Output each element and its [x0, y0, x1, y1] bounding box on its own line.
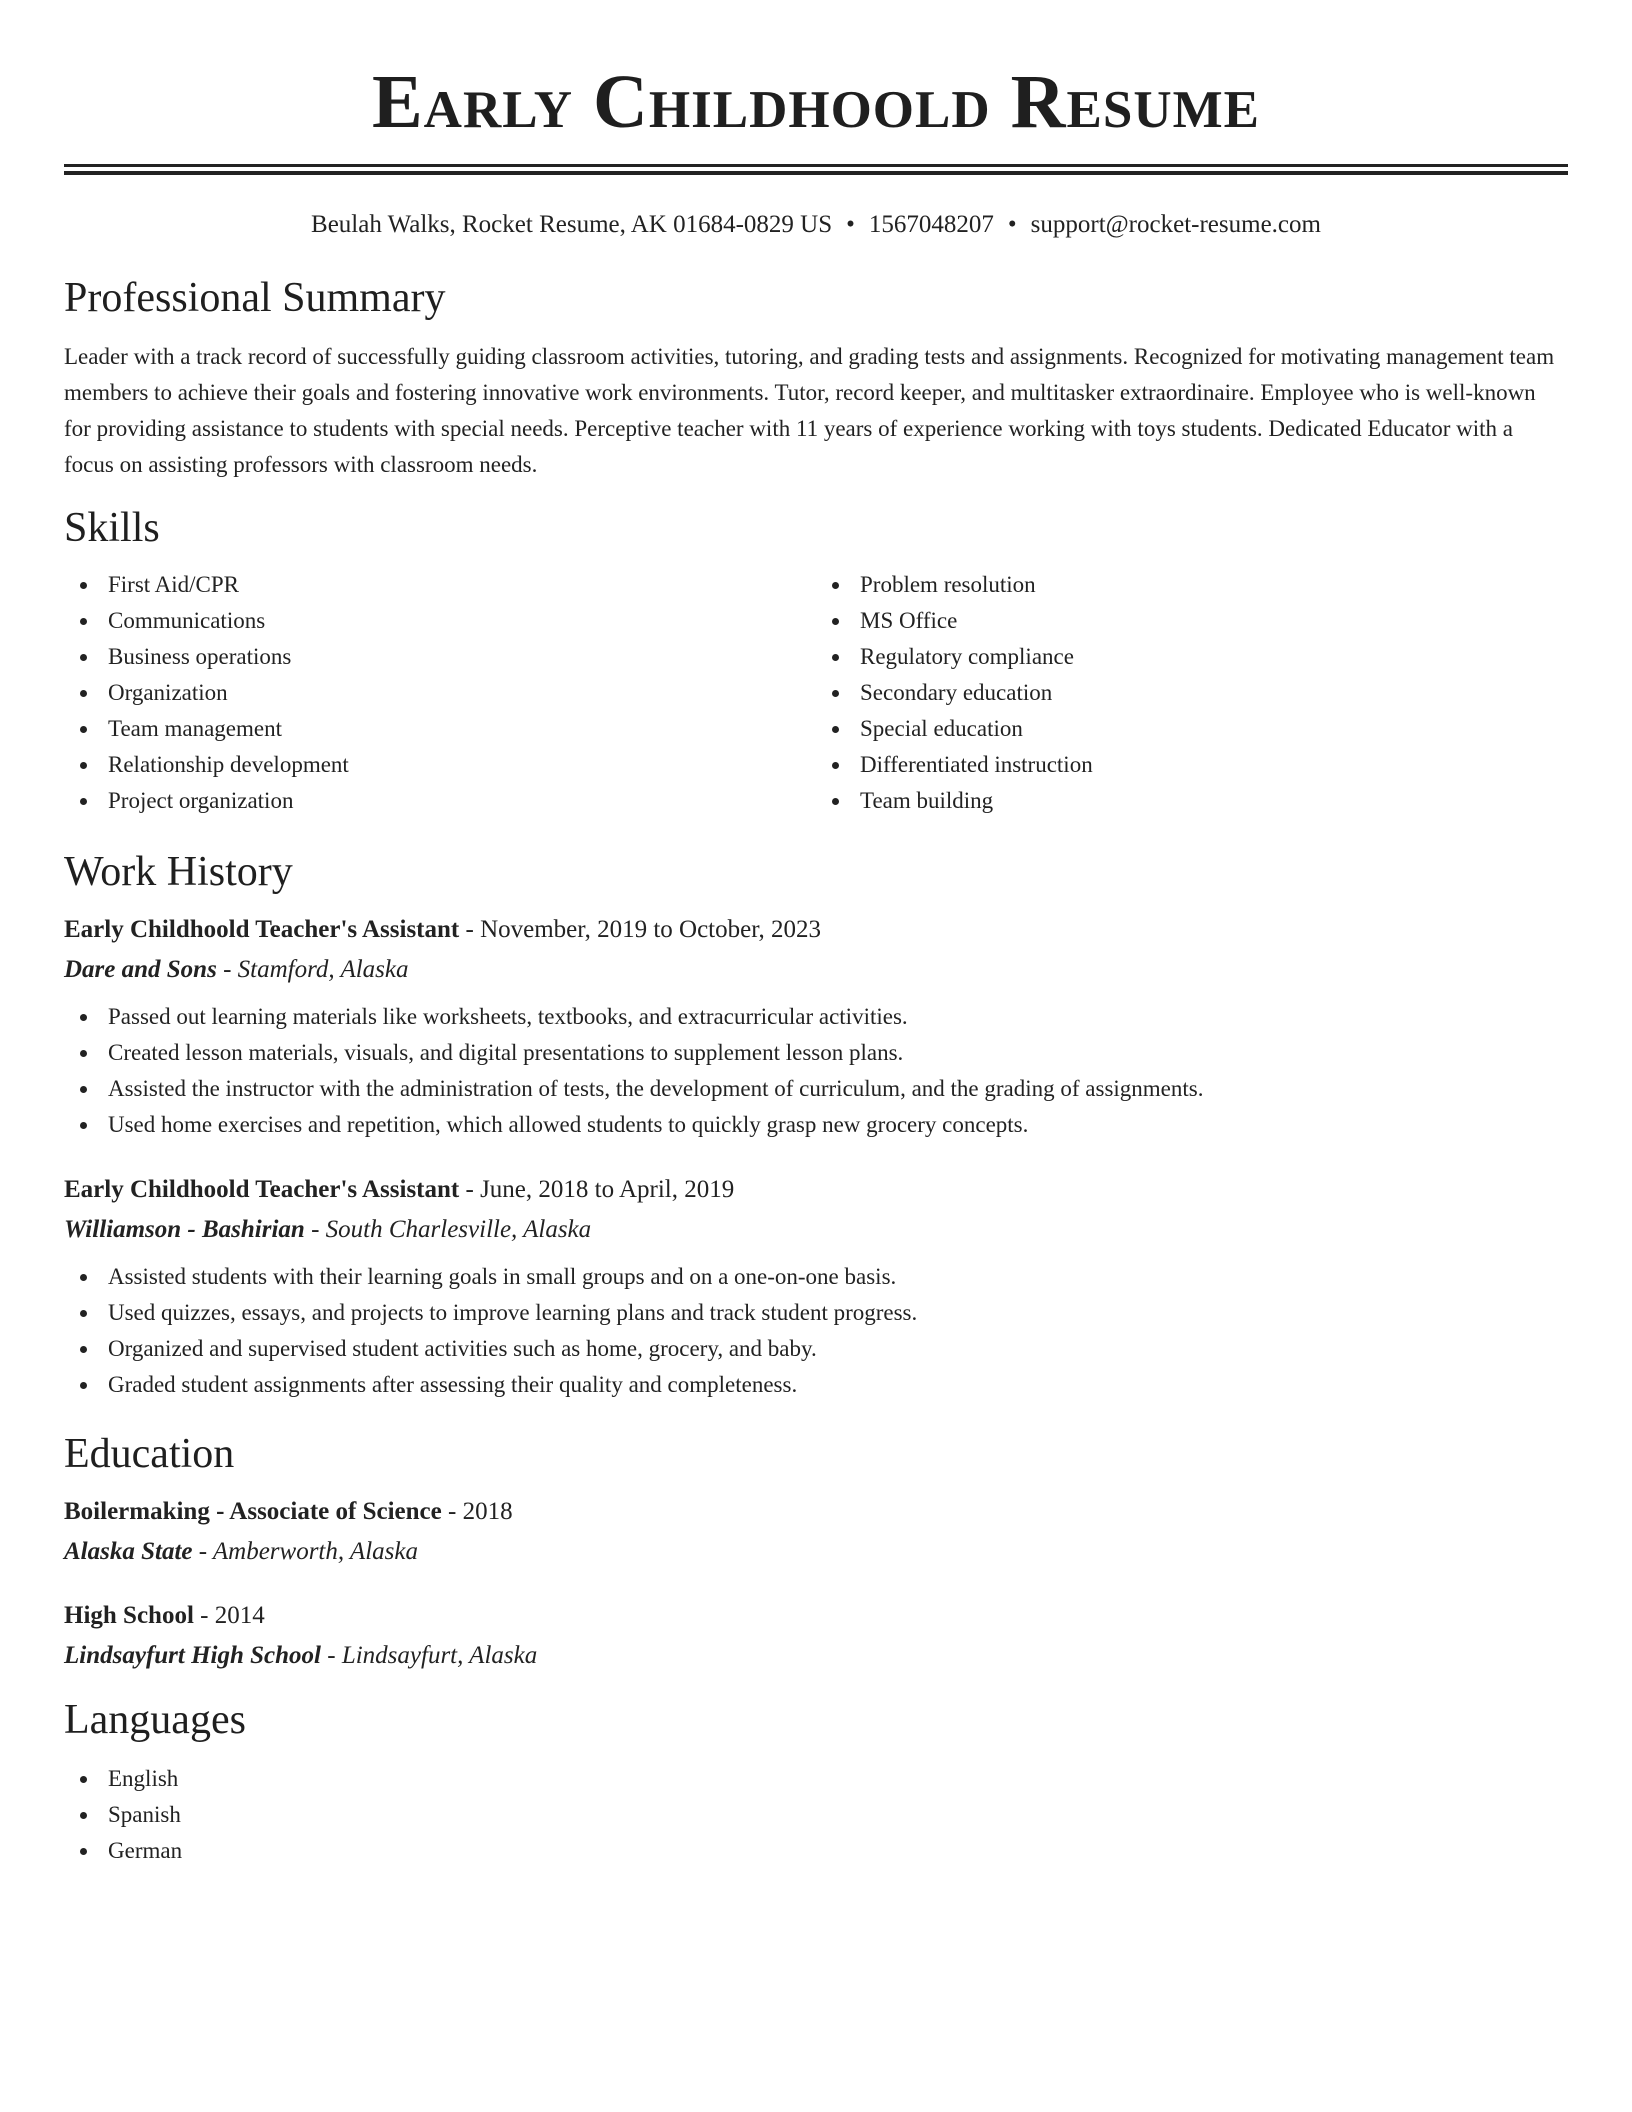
- job-duty: Assisted students with their learning goals in small groups and on a one-on-one basis.: [64, 1259, 1568, 1295]
- job-duty: Created lesson materials, visuals, and digital presentations to supplement lesson plans.: [64, 1035, 1568, 1071]
- skill-item: Regulatory compliance: [816, 639, 1568, 675]
- job-title-line: Early Childhoold Teacher's Assistant - June, 2018 to April, 2019: [64, 1176, 735, 1203]
- contact-phone: 1567048207: [868, 211, 994, 238]
- skill-item: MS Office: [816, 603, 1568, 639]
- job-company: Williamson - Bashirian: [64, 1216, 305, 1243]
- resume-title: Early Childhoold Resume: [371, 60, 1261, 144]
- languages-heading: Languages: [64, 1697, 246, 1743]
- skills-column-right: [816, 567, 1568, 819]
- skill-item: Differentiated instruction: [816, 747, 1568, 783]
- education-location: Lindsayfurt, Alaska: [341, 1642, 538, 1669]
- contact-line: [64, 210, 1568, 240]
- job-duty: Assisted the instructor with the administration of tests, the development of curriculum, and the grading of assignments.: [64, 1071, 1568, 1107]
- summary-text: Leader with a track record of successfully guiding classroom activities, tutoring, and grading tests and assignments. Recognized for motivating management team members to achieve their goals and fostering innovative work environments. Tutor, record keeper, and multitasker extraordinaire. Employee who is well-known for providing assistance to students with special needs. Perceptive teacher with 11 years of experience working with toys students. Dedicated Educator with a focus on assisting professors with classroom needs.: [64, 344, 1555, 477]
- job-title-line: Early Childhoold Teacher's Assistant - November, 2019 to October, 2023: [64, 916, 822, 943]
- education-year: 2014: [214, 1602, 265, 1629]
- education-location: Amberworth, Alaska: [212, 1538, 418, 1565]
- skill-item: First Aid/CPR: [64, 567, 816, 603]
- contact-address: Beulah Walks, Rocket Resume, AK 01684-0829 US: [311, 211, 833, 238]
- job-dates: November, 2019 to October, 2023: [480, 916, 822, 943]
- language-item: Spanish: [64, 1797, 1568, 1833]
- job-location: Stamford, Alaska: [237, 956, 409, 983]
- education-school-line: Lindsayfurt High School - Lindsayfurt, Alaska: [64, 1642, 538, 1669]
- summary-heading: Professional Summary: [64, 275, 446, 321]
- job-duty: Passed out learning materials like worksheets, textbooks, and extracurricular activities.: [64, 999, 1568, 1035]
- work-history-heading: Work History: [64, 849, 293, 895]
- education-degree: High School: [64, 1602, 194, 1629]
- languages-list: [64, 1761, 1568, 1869]
- education-year: 2018: [462, 1498, 513, 1525]
- skill-item: Problem resolution: [816, 567, 1568, 603]
- skill-item: Team management: [64, 711, 816, 747]
- job-duty: Used quizzes, essays, and projects to improve learning plans and track student progress.: [64, 1295, 1568, 1331]
- job-entry: [64, 1173, 1568, 1403]
- job-company-line: Dare and Sons - Stamford, Alaska: [64, 956, 409, 983]
- education-school: Alaska State: [64, 1538, 193, 1565]
- job-title: Early Childhoold Teacher's Assistant: [64, 916, 460, 943]
- job-duties: [64, 1259, 1568, 1403]
- education-degree: Boilermaking - Associate of Science: [64, 1498, 442, 1525]
- contact-separator: •: [846, 211, 855, 238]
- skills-heading: Skills: [64, 505, 160, 551]
- skill-item: Secondary education: [816, 675, 1568, 711]
- job-entry: [64, 913, 1568, 1143]
- skill-item: Special education: [816, 711, 1568, 747]
- job-company-line: Williamson - Bashirian - South Charlesville, Alaska: [64, 1216, 592, 1243]
- education-degree-line: High School - 2014: [64, 1602, 265, 1629]
- skill-item: Communications: [64, 603, 816, 639]
- education-school: Lindsayfurt High School: [64, 1642, 321, 1669]
- skill-item: Business operations: [64, 639, 816, 675]
- job-duties: [64, 999, 1568, 1143]
- skill-item: Project organization: [64, 783, 816, 819]
- job-title: Early Childhoold Teacher's Assistant: [64, 1176, 460, 1203]
- contact-separator: •: [1007, 211, 1017, 238]
- job-duty: Organized and supervised student activities such as home, grocery, and baby.: [64, 1331, 1568, 1367]
- education-heading: Education: [64, 1431, 235, 1477]
- skills-column-left: [64, 567, 816, 819]
- education-school-line: Alaska State - Amberworth, Alaska: [64, 1538, 418, 1565]
- skill-item: Team building: [816, 783, 1568, 819]
- skill-item: Relationship development: [64, 747, 816, 783]
- title-divider: [64, 164, 1568, 175]
- job-duty: Used home exercises and repetition, which allowed students to quickly grasp new grocery concepts.: [64, 1107, 1568, 1143]
- job-duty: Graded student assignments after assessing their quality and completeness.: [64, 1367, 1568, 1403]
- skill-item: Organization: [64, 675, 816, 711]
- education-entry: [64, 1495, 1568, 1569]
- job-location: South Charlesville, Alaska: [325, 1216, 592, 1243]
- education-degree-line: Boilermaking - Associate of Science - 2018: [64, 1498, 513, 1525]
- job-dates: June, 2018 to April, 2019: [480, 1176, 735, 1203]
- contact-email: support@rocket-resume.com: [1030, 211, 1321, 238]
- language-item: German: [64, 1833, 1568, 1869]
- language-item: English: [64, 1761, 1568, 1797]
- education-entry: [64, 1599, 1568, 1673]
- job-company: Dare and Sons: [64, 956, 217, 983]
- skills-list: [64, 567, 1568, 819]
